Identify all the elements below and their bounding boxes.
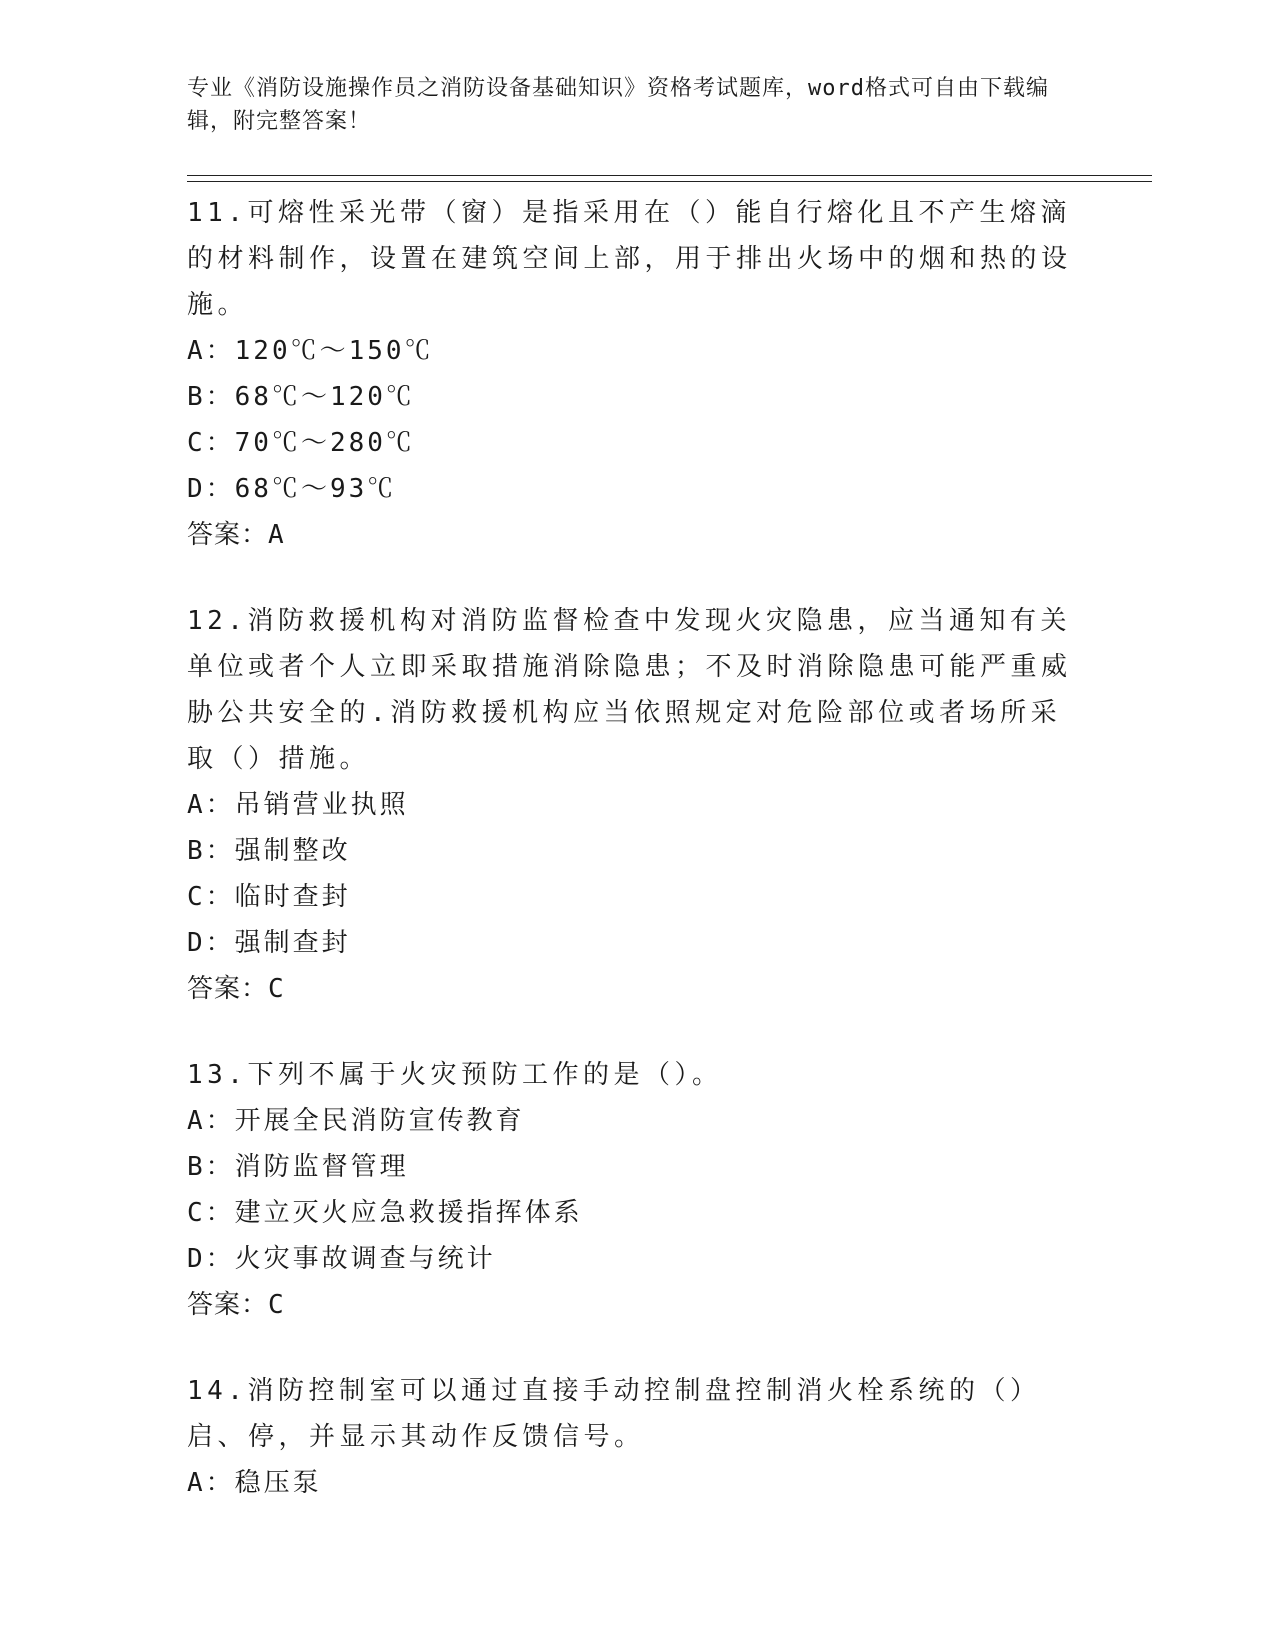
header-divider-bottom xyxy=(187,181,1152,182)
option-c: C：建立灭火应急救援指挥体系 xyxy=(187,1198,583,1228)
document-header: 专业《消防设施操作员之消防设备基础知识》资格考试题库，word格式可自由下载编辑，附完整答案！ xyxy=(187,76,1049,134)
question-12 xyxy=(187,598,1087,1012)
option-b: B：强制整改 xyxy=(187,836,351,866)
question-text: 13.下列不属于火灾预防工作的是（）。 xyxy=(187,1060,723,1090)
answer-line: 答案：C xyxy=(187,1290,285,1320)
option-d: D：强制查封 xyxy=(187,928,351,958)
option-a: A：稳压泵 xyxy=(187,1468,322,1498)
answer-line: 答案：C xyxy=(187,974,285,1004)
question-text: 11.可熔性采光带（窗）是指采用在（）能自行熔化且不产生熔滴的材料制作，设置在建筑空间上部，用于排出火场中的烟和热的设施。 xyxy=(187,198,1072,320)
option-d: D：68℃～93℃ xyxy=(187,474,397,504)
question-14 xyxy=(187,1368,1087,1506)
option-a: A：开展全民消防宣传教育 xyxy=(187,1106,525,1136)
option-b: B：消防监督管理 xyxy=(187,1152,409,1182)
question-text: 12.消防救援机构对消防监督检查中发现火灾隐患，应当通知有关单位或者个人立即采取措施消除隐患；不及时消除隐患可能严重威胁公共安全的.消防救援机构应当依照规定对危险部位或者场所采取（）措施。 xyxy=(187,606,1072,774)
question-11 xyxy=(187,190,1087,558)
question-13 xyxy=(187,1052,1087,1328)
option-c: C：70℃～280℃ xyxy=(187,428,415,458)
question-spacer xyxy=(187,1328,1087,1368)
option-a: A：吊销营业执照 xyxy=(187,790,409,820)
question-spacer xyxy=(187,1012,1087,1052)
question-list xyxy=(187,190,1087,1506)
option-d: D：火灾事故调查与统计 xyxy=(187,1244,496,1274)
header-divider-top xyxy=(187,175,1152,176)
question-text: 14.消防控制室可以通过直接手动控制盘控制消火栓系统的（）启、停，并显示其动作反馈信号。 xyxy=(187,1376,1041,1452)
option-a: A：120℃～150℃ xyxy=(187,336,434,366)
option-b: B：68℃～120℃ xyxy=(187,382,415,412)
answer-line: 答案：A xyxy=(187,520,285,550)
option-c: C：临时查封 xyxy=(187,882,351,912)
question-spacer xyxy=(187,558,1087,598)
